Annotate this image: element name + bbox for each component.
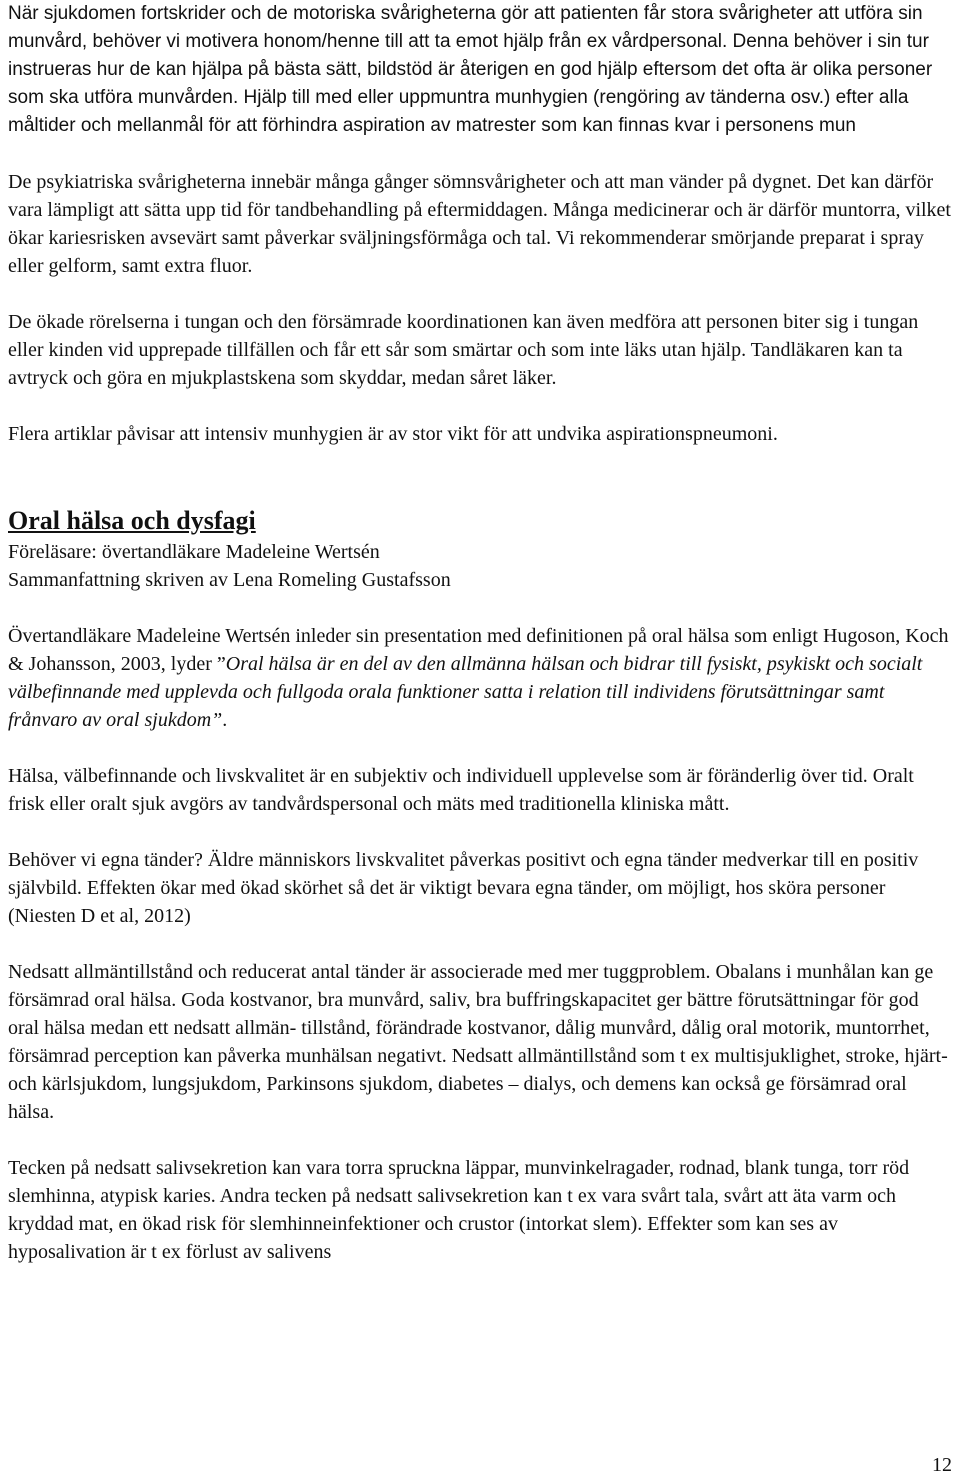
section-title: Oral hälsa och dysfagi [8,506,256,535]
section-lecturer: Föreläsare: övertandläkare Madeleine Wertsén [8,541,380,563]
page-number: 12 [932,1454,952,1476]
document-page [8,0,954,1266]
paragraph-general-condition: Nedsatt allmäntillstånd och reducerat antal tänder är associerade med mer tuggproblem. Obalans i munhålan kan ge försämrad oral hälsa. Goda kostvanor, bra munvård, saliv, bra buffringskapacitet ger bättre förutsättningar för god oral hälsa medan ett nedsatt allmän- tillstånd, förändrade kostvanor, dålig munvård, dålig oral motorik, muntorrhet, försämrad perception kan påverka munhälsan negativt. Nedsatt allmäntillstånd som t ex multisjuklighet, stroke, hjärt- och kärlsjukdom, lungsjukdom, Parkinsons sjukdom, diabetes – dialys, och demens kan också ge försämrad oral hälsa. [8,961,948,1123]
definition-quote: Oral hälsa är en del av den allmänna hälsan och bidrar till fysiskt, psykiskt och socialt välbefinnande med upplevda och fullgoda orala funktioner satta i relation till individens förutsättningar samt frånvaro av oral sjukdom” [8,653,923,731]
section-summary-author: Sammanfattning skriven av Lena Romeling Gustafsson [8,569,451,591]
paragraph-psychiatric-difficulties: De psykiatriska svårigheterna innebär många gånger sömnsvårigheter och att man vänder på dygnet. Det kan därför vara lämpligt att sätta upp tid för tandbehandling på eftermiddagen. Många medicinerar och är därför muntorra, vilket ökar kariesrisken avsevärt samt påverkar sväljningsförmåga och tal. Vi rekommenderar smörjande preparat i spray eller gelform, samt extra fluor. [8,171,951,277]
definition-lead: Övertandläkare Madeleine Wertsén inleder sin presentation med definitionen på oral hälsa som enligt Hugoson, Koch & Johansson, 2003, lyder ” [8,625,949,675]
paragraph-tongue-movements: De ökade rörelserna i tungan och den försämrade koordinationen kan även medföra att personen biter sig i tungan eller kinden vid upprepade tillfällen och får ett sår som smärtar och som inte läks utan hjälp. Tandläkaren kan ta avtryck och göra en mjukplastskena som skyddar, medan såret läker. [8,311,919,389]
paragraph-motor-difficulties: När sjukdomen fortskrider och de motoriska svårigheterna gör att patienten får stora svårigheter att utföra sin munvård, behöver vi motivera honom/henne till att ta emot hjälp från ex vårdpersonal. Denna behöver i sin tur instrueras hur de kan hjälpa på bästa sätt, bildstöd är återigen en god hjälp eftersom det ofta är olika personer som ska utföra munvården. Hjälp till med eller uppmuntra munhygien (rengöring av tänderna osv.) efter alla måltider och mellanmål för att förhindra aspiration av matrester som kan finnas kvar i personens mun [8,3,933,136]
paragraph-saliva-secretion: Tecken på nedsatt salivsekretion kan vara torra spruckna läppar, munvinkelragader, rodnad, blank tunga, torr röd slemhinna, atypisk karies. Andra tecken på nedsatt salivsekretion kan t ex vara svårt tala, svårt att äta varm och kryddad mat, en ökad risk för slemhinneinfektioner och crustor (intorkat slem). Effekter som kan ses av hyposalivation är t ex förlust av salivens [8,1157,910,1263]
paragraph-oral-health-definition [8,622,954,734]
definition-tail: . [222,709,228,731]
paragraph-own-teeth: Behöver vi egna tänder? Äldre människors livskvalitet påverkas positivt och egna tänder medverkar till en positiv självbild. Effekten ökar med ökad skörhet så det är viktigt bevara egna tänder, om möjligt, hos sköra personer (Niesten D et al, 2012) [8,849,919,927]
paragraph-aspiration-pneumonia: Flera artiklar påvisar att intensiv munhygien är av stor vikt för att undvika aspirationspneumoni. [8,423,778,445]
paragraph-health-wellbeing: Hälsa, välbefinnande och livskvalitet är en subjektiv och individuell upplevelse som är föränderlig över tid. Oralt frisk eller oralt sjuk avgörs av tandvårdspersonal och mäts med traditionella kliniska mått. [8,765,914,815]
